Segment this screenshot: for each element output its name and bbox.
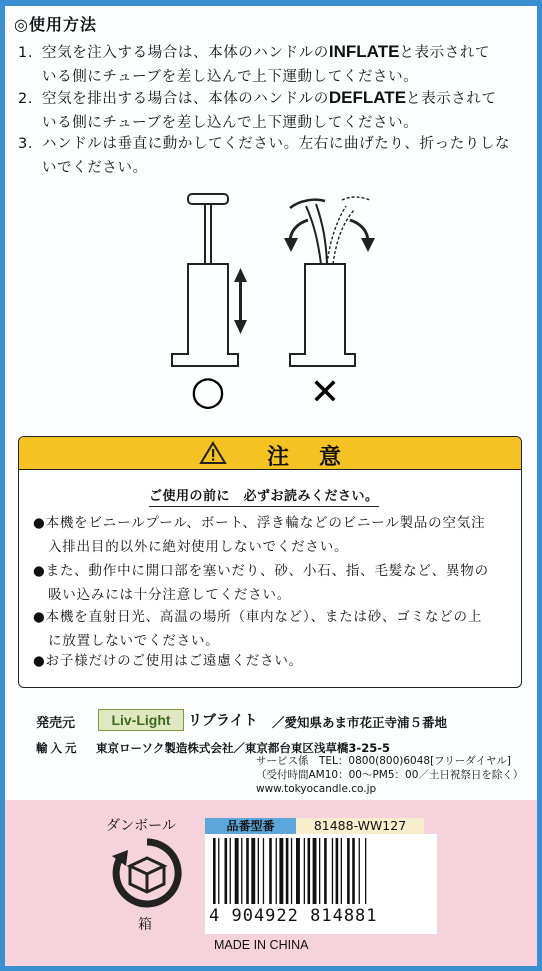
barcode-bar [324,838,327,904]
step-number: 2. [18,91,34,107]
barcode-bar [304,838,305,904]
caution-item-line2: に放置しないでください。 [48,633,220,649]
barcode-bar [276,838,277,904]
step-text-line2: いでください。 [42,160,148,176]
barcode-number: 4 904922 814881 [209,906,378,926]
barcode-bar [279,838,283,904]
step-text-tail: と表示されて [406,91,497,107]
barcode-bar [347,838,350,904]
step-text-line2: いる側にチューブを差し込んで上下運動してください。 [42,69,419,85]
seller-label: 発売元 [36,716,76,731]
caution-item [33,559,519,607]
barcode-bar [332,838,333,904]
importer-label: 輸入元 [36,741,80,755]
caution-header [19,437,521,470]
bend-arrows-icon [290,220,368,242]
barcode-bar [352,838,355,904]
pump-usage-diagram [160,186,390,416]
barcode-bar [286,838,289,904]
step-number: 1. [18,45,34,61]
barcode-bar [241,838,242,904]
origin-label: MADE IN CHINA [214,938,309,952]
product-code-label: 品番型番 [205,818,296,834]
usage-step-1 [18,40,526,89]
barcode-bar [336,838,339,904]
barcode-bars [205,834,437,912]
step-text: ハンドルは垂直に動かしてください。左右に曲げたり、折ったりしな [42,136,511,152]
barcode-bar [246,838,249,904]
bend-arrow-heads [284,238,375,252]
barcode-bar [319,838,320,904]
service-phone: サービス係 TEL：0800(800)6048[フリーダイヤル] [256,755,512,767]
barcode-bar [359,838,360,904]
seller-address: ／愛知県あま市花正寺浦５番地 [272,715,448,730]
barcode-bar [313,838,317,904]
barcode-bar [269,838,272,904]
barcode-bar [291,838,292,904]
importer-info: 東京ローソク製造株式会社／東京都台東区浅草橋3-25-5 [96,741,390,755]
barcode [205,834,437,934]
caution-item-line: ●お子様だけのご使用はご遠慮ください。 [33,653,303,669]
barcode-bar [218,838,219,904]
step-text: 空気を注入する場合は、本体のハンドルの [42,45,329,61]
caution-item-line: ●また、動作中に開口部を塞いだり、砂、小石、指、毛髪など、異物の [33,563,489,579]
seller-name: リブライト [188,713,258,729]
service-hours: （受付時間AM10：00～PM5：00／土日祝祭日を除く） [256,769,524,781]
barcode-bar [251,838,255,904]
barcode-bar [258,838,259,904]
barcode-bar [365,838,366,904]
step-number: 3. [18,136,34,152]
caution-item-line: ●本機をビニールプール、ボート、浮き輪などのビニール製品の空気注 [33,515,486,531]
step-text: 空気を排出する場合は、本体のハンドルの [42,91,329,107]
ok-mark: ○ [190,368,226,414]
correct-pump-illustration [172,194,238,366]
usage-step-2 [18,86,526,135]
barcode-bar [235,838,239,904]
barcode-bar [225,838,228,904]
barcode-bar [296,838,300,904]
keyword-deflate: DEFLATE [328,88,407,107]
material-type: 箱 [138,917,152,933]
caution-item-line2: 入排出目的以外に絶対使用しないでください。 [48,539,349,555]
step-text-tail: と表示されて [399,45,491,61]
caution-title: 注意 [267,445,372,470]
recycle-box-icon [110,836,184,910]
warning-triangle-icon [199,441,227,465]
service-info [256,754,523,796]
usage-title: ◎使用方法 [14,15,97,34]
barcode-bar [213,838,216,904]
caution-item-line2: 吸い込みには十分注意してください。 [48,587,292,603]
barcode-bar [230,838,231,904]
caution-item [33,511,519,559]
ng-mark: ✕ [309,372,341,413]
caution-item [33,649,519,673]
up-down-arrow-icon [234,268,247,334]
caution-box [18,436,522,688]
keyword-inflate: INFLATE [328,42,400,61]
service-url: www.tokyocandle.co.jp [256,783,377,795]
barcode-bar [308,838,311,904]
liv-light-logo: Liv-Light [98,709,184,731]
caution-item [33,605,519,653]
step-text-line2: いる側にチューブを差し込んで上下運動してください。 [42,115,419,131]
barcode-bar [341,838,342,904]
usage-step-3 [18,132,526,180]
material-label: ダンボール [106,818,176,834]
caution-subtitle: ご使用の前に 必ずお読みください。 [149,485,379,507]
product-code-value: 81488-WW127 [296,818,424,834]
barcode-bar [263,838,264,904]
caution-item-line: ●本機を直射日光、高温の場所（車内など）、または砂、ゴミなどの上 [33,609,483,625]
